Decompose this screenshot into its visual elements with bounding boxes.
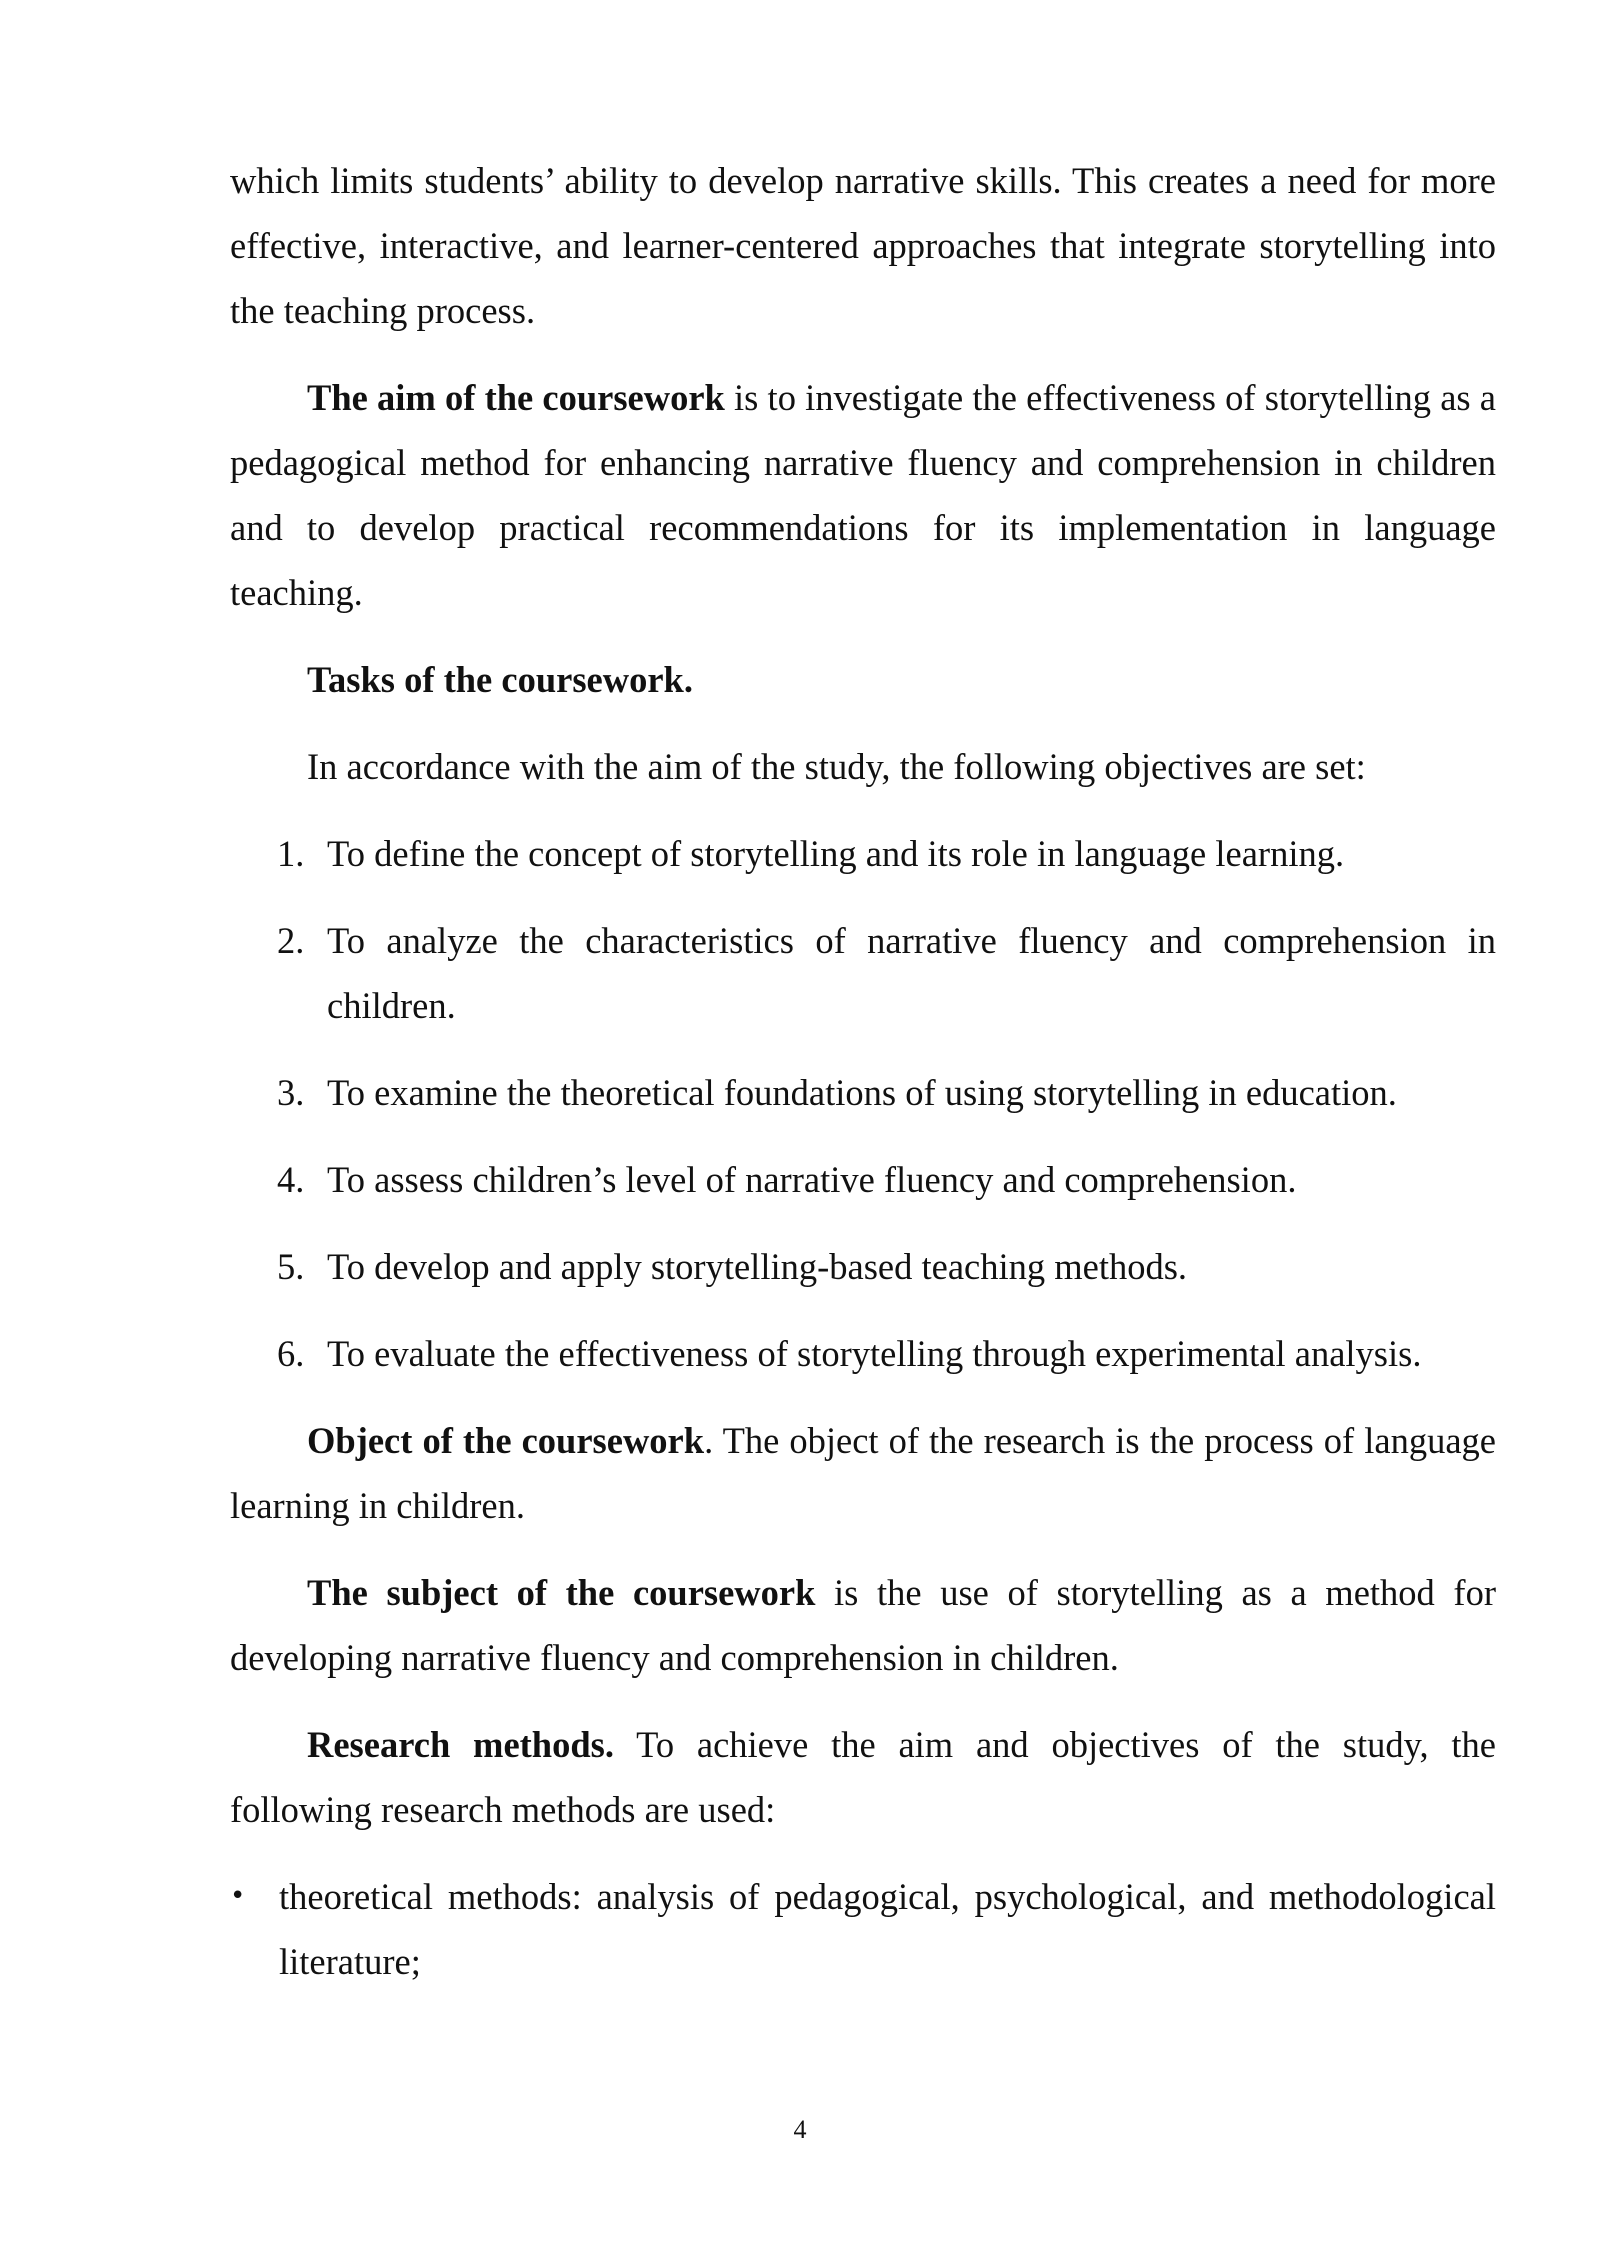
- list-item: [230, 1864, 1496, 1994]
- methods-paragraph: [230, 1712, 1496, 1842]
- aim-label: The aim of the coursework: [307, 377, 725, 418]
- continuation-paragraph: which limits students’ ability to develop narrative skills. This creates a need for more effective, interactive, and learner-centered approaches that integrate storytelling into the teaching process.: [230, 160, 1496, 331]
- list-item-text: To develop and apply storytelling-based teaching methods.: [327, 1246, 1188, 1287]
- list-item-number: 6.: [277, 1333, 305, 1374]
- list-item-number: 2.: [277, 920, 305, 961]
- list-item-number: 3.: [277, 1072, 305, 1113]
- list-item-number: 4.: [277, 1159, 305, 1200]
- page-body: [230, 148, 1496, 2016]
- list-item: [230, 908, 1496, 1038]
- list-item-text: To assess children’s level of narrative fluency and comprehension.: [327, 1159, 1297, 1200]
- list-item: [230, 1234, 1496, 1299]
- subject-label: The subject of the coursework: [307, 1572, 816, 1613]
- subject-paragraph: [230, 1560, 1496, 1690]
- subject-text: is the use of storytelling as a method for developing narrative fluency and comprehension in children.: [230, 1572, 1496, 1678]
- aim-paragraph: [230, 365, 1496, 625]
- list-item-text: theoretical methods: analysis of pedagogical, psychological, and methodological literature;: [279, 1876, 1496, 1982]
- object-paragraph: [230, 1408, 1496, 1538]
- list-item-text: To analyze the characteristics of narrative fluency and comprehension in children.: [327, 920, 1496, 1026]
- methods-text: To achieve the aim and objectives of the study, the following research methods are used:: [230, 1724, 1496, 1830]
- list-item-text: To evaluate the effectiveness of storytelling through experimental analysis.: [327, 1333, 1422, 1374]
- list-item-text: To define the concept of storytelling and its role in language learning.: [327, 833, 1345, 874]
- list-item-number: 1.: [277, 833, 305, 874]
- methods-list: [230, 1864, 1496, 1994]
- tasks-list: [230, 821, 1496, 1386]
- tasks-heading: Tasks of the coursework.: [307, 659, 693, 700]
- list-item: [230, 1147, 1496, 1212]
- list-item-number: 5.: [277, 1246, 305, 1287]
- object-text: . The object of the research is the process of language learning in children.: [230, 1420, 1496, 1526]
- page-number: 4: [793, 2115, 807, 2144]
- list-item: [230, 1060, 1496, 1125]
- bullet-icon: •: [230, 1881, 246, 1911]
- list-item: [230, 821, 1496, 886]
- list-item: [230, 1321, 1496, 1386]
- object-label: Object of the coursework: [307, 1420, 705, 1461]
- aim-text: is to investigate the effectiveness of storytelling as a pedagogical method for enhancing narrative fluency and comprehension in children and to develop practical recommendations for its implementation in language teaching.: [230, 377, 1496, 613]
- methods-label: Research methods.: [307, 1724, 614, 1765]
- list-item-text: To examine the theoretical foundations of using storytelling in education.: [327, 1072, 1397, 1113]
- tasks-intro: In accordance with the aim of the study, the following objectives are set:: [307, 746, 1366, 787]
